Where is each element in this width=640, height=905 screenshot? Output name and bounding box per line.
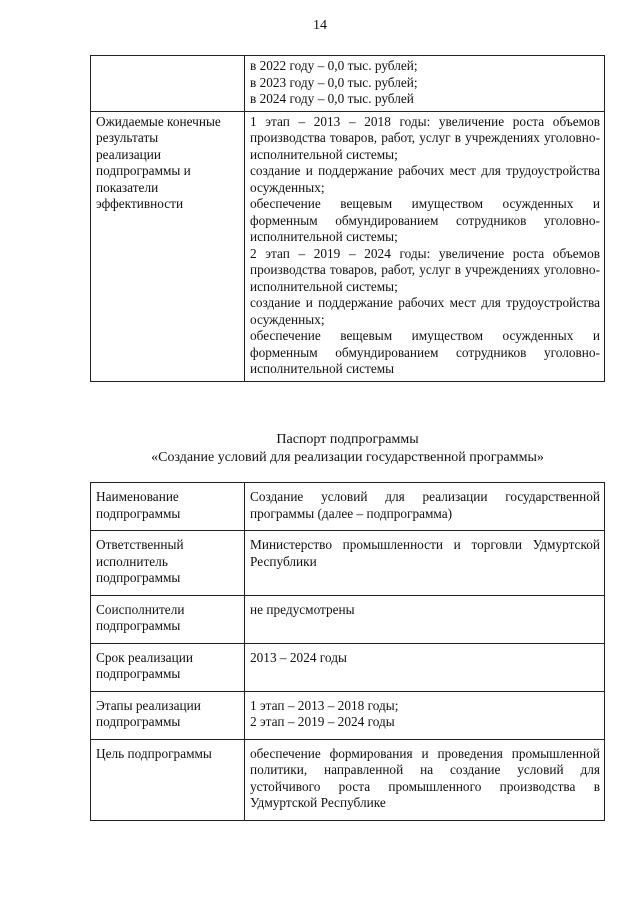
- table-row: [91, 483, 605, 531]
- row-label-line: эффективности: [96, 196, 184, 211]
- row-label-line: Ожидаемые конечные: [96, 113, 221, 129]
- table-row: [91, 643, 605, 691]
- row-value-paragraph: Министерство промышленности и торговли Удмуртской Республики: [250, 537, 600, 569]
- row-label-line: Цель подпрограммы: [96, 745, 212, 761]
- row-label-cell: [91, 643, 245, 691]
- row-value-paragraph: не предусмотрены: [250, 601, 355, 617]
- row-value-paragraph: 2013 – 2024 годы: [250, 649, 347, 665]
- row-label-line: Срок реализации: [96, 649, 193, 665]
- row-label-line: подпрограммы и: [96, 163, 191, 178]
- row-value-paragraph: обеспечение вещевым имуществом осужденных и форменным обмундированием сотрудников уголовно-исполнительной системы: [250, 328, 600, 376]
- passport-subtitle: «Создание условий для реализации государственной программы»: [151, 450, 544, 465]
- passport-title: Паспорт подпрограммы: [276, 432, 419, 447]
- row-label-cell: [91, 56, 245, 112]
- row-label-line: показатели: [96, 179, 159, 195]
- row-value-cell: [245, 691, 605, 739]
- row-value-cell: [245, 643, 605, 691]
- row-value-cell: [245, 739, 605, 820]
- row-label-cell: [91, 111, 245, 381]
- row-label-cell: [91, 531, 245, 596]
- row-label-line: подпрограммы: [96, 666, 181, 681]
- row-label-line: подпрограммы: [96, 714, 181, 729]
- row-label-line: реализации: [96, 146, 161, 162]
- row-value-paragraph: 2 этап – 2019 – 2024 годы: [250, 714, 395, 729]
- row-value-paragraph: создание и поддержание рабочих мест для трудоустройства осужденных;: [250, 295, 600, 327]
- row-label-line: результаты: [96, 130, 159, 145]
- row-value-paragraph: в 2023 году – 0,0 тыс. рублей;: [250, 74, 418, 90]
- table-row: [91, 739, 605, 820]
- row-label-cell: [91, 483, 245, 531]
- row-label-line: Соисполнители: [96, 601, 185, 617]
- row-label-line: Наименование: [96, 489, 179, 504]
- subprogram-passport-table: [90, 482, 605, 821]
- row-value-paragraph: в 2022 году – 0,0 тыс. рублей;: [250, 58, 418, 73]
- row-value-cell: [245, 595, 605, 643]
- row-label-line: Ответственный: [96, 537, 184, 552]
- row-value-cell: [245, 531, 605, 596]
- row-value-paragraph: в 2024 году – 0,0 тыс. рублей: [250, 91, 414, 106]
- row-value-paragraph: Создание условий для реализации государственной программы (далее – подпрограмма): [250, 489, 600, 521]
- page-number: 14: [313, 18, 327, 33]
- table-row: [91, 56, 605, 112]
- row-value-paragraph: 2 этап – 2019 – 2024 годы: увеличение роста объемов производства товаров, работ, услуг в учреждениях уголовно-исполнительной системы;: [250, 245, 600, 294]
- row-value-paragraph: обеспечение вещевым имуществом осужденных и форменным обмундированием сотрудников уголовно-исполнительной системы;: [250, 196, 600, 244]
- row-value-paragraph: обеспечение формирования и проведения промышленной политики, направленной на создание условий для устойчивого роста промышленного производства в Удмуртской Республике: [250, 745, 600, 810]
- table-row: [91, 595, 605, 643]
- row-value-cell: [245, 483, 605, 531]
- row-value-cell: [245, 56, 605, 112]
- row-label-line: подпрограммы: [96, 570, 181, 585]
- program-table-continued: [90, 55, 605, 382]
- row-label-line: подпрограммы: [96, 505, 181, 521]
- table-row: [91, 531, 605, 596]
- row-value-paragraph: создание и поддержание рабочих мест для трудоустройства осужденных;: [250, 163, 600, 195]
- row-label-cell: [91, 595, 245, 643]
- row-value-paragraph: 1 этап – 2013 – 2018 годы: увеличение роста объемов производства товаров, работ, услуг в учреждениях уголовно-исполнительной системы;: [250, 113, 600, 162]
- row-value-cell: [245, 111, 605, 381]
- passport-heading: [90, 431, 605, 467]
- row-label-cell: [91, 691, 245, 739]
- table-row: [91, 111, 605, 381]
- row-label-line: исполнитель: [96, 553, 168, 569]
- row-label-cell: [91, 739, 245, 820]
- table-row: [91, 691, 605, 739]
- row-value-paragraph: 1 этап – 2013 – 2018 годы;: [250, 697, 399, 713]
- row-label-line: подпрограммы: [96, 618, 181, 633]
- row-label-line: Этапы реализации: [96, 697, 201, 713]
